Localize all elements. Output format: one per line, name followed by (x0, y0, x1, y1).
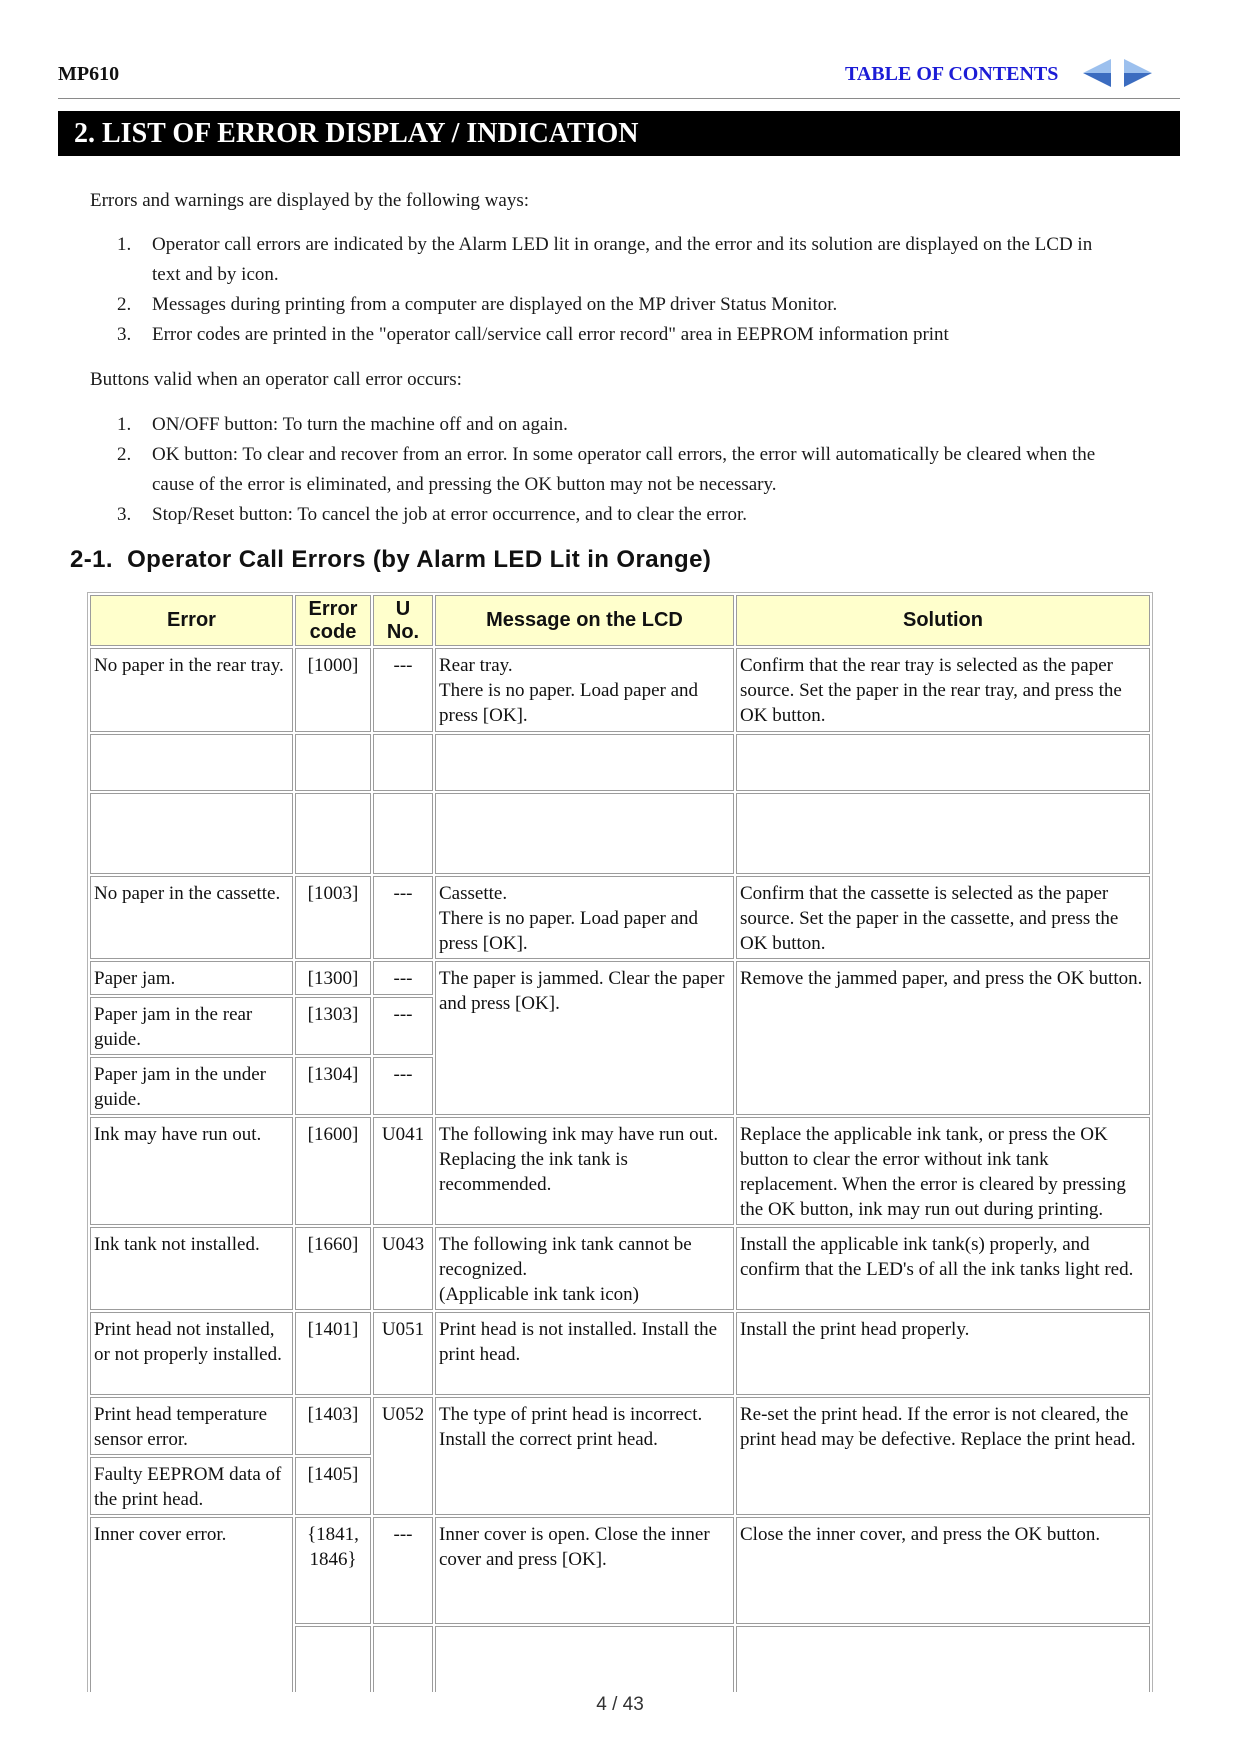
error-table-container (87, 592, 1153, 1692)
solution-cell: Install the applicable ink tank(s) properly, and confirm that the LED's of all the ink tanks light red. (736, 1227, 1150, 1310)
error-code-cell: [1304] (295, 1057, 371, 1115)
error-code-cell: [1300] (295, 961, 371, 995)
header-u-no (373, 595, 433, 646)
solution-cell: Install the print head properly. (736, 1312, 1150, 1395)
u-no-cell: --- (373, 648, 433, 732)
list-number: 3. (117, 504, 132, 525)
list-text: Messages during printing from a computer are displayed on the MP driver Status Monitor. (152, 294, 838, 315)
error-cell: No paper in the cassette. (90, 876, 293, 959)
table-row (90, 1312, 1150, 1395)
table-row (90, 793, 1150, 874)
list-item (117, 290, 1107, 320)
error-cell: Paper jam in the under guide. (90, 1057, 293, 1115)
table-header-row (90, 595, 1150, 646)
error-code-cell: [1401] (295, 1312, 371, 1395)
table-row (90, 734, 1150, 791)
message-cell: The type of print head is incorrect. Install the correct print head. (435, 1397, 734, 1515)
solution-cell: Confirm that the rear tray is selected as the paper source. Set the paper in the rear tray, and press the OK button. (736, 648, 1150, 732)
table-row (90, 876, 1150, 959)
list-item (117, 410, 1107, 440)
list-item (117, 440, 1107, 500)
subsection-title: 2-1. Operator Call Errors (by Alarm LED Lit in Orange) (70, 546, 712, 573)
table-row (90, 1397, 1150, 1455)
u-no-cell: --- (373, 997, 433, 1055)
list-number: 2. (117, 444, 132, 465)
solution-cell: Confirm that the cassette is selected as the paper source. Set the paper in the cassette, and press the OK button. (736, 876, 1150, 959)
list-item (117, 500, 1107, 530)
message-cell (435, 793, 734, 874)
table-of-contents-link[interactable]: TABLE OF CONTENTS (845, 63, 1059, 85)
section-banner (58, 111, 1180, 156)
error-code-cell: [1405] (295, 1457, 371, 1515)
u-no-cell (373, 793, 433, 874)
solution-cell (736, 1626, 1150, 1692)
error-cell: Print head temperature sensor error. (90, 1397, 293, 1455)
list-text: Operator call errors are indicated by the Alarm LED lit in orange, and the error and its solution are displayed on the LCD in text and by icon. (152, 234, 1093, 285)
header-solution: Solution (736, 595, 1150, 646)
error-cell: Ink may have run out. (90, 1117, 293, 1225)
error-code-cell (295, 1626, 371, 1692)
display-ways-list (117, 230, 1107, 350)
list-text: Error codes are printed in the "operator call/service call error record" area in EEPROM information print (152, 324, 949, 345)
u-no-cell (373, 1626, 433, 1692)
error-code-cell: [1660] (295, 1227, 371, 1310)
list-text: OK button: To clear and recover from an error. In some operator call errors, the error will automatically be cleared when the cause of the error is eliminated, and pressing the OK button may not be necessary. (152, 444, 1096, 495)
section-title: 2. LIST OF ERROR DISPLAY / INDICATION (74, 118, 639, 149)
error-cell: Ink tank not installed. (90, 1227, 293, 1310)
document-id: MP610 (58, 63, 120, 85)
solution-cell: Replace the applicable ink tank, or press the OK button to clear the error without ink tank replacement. When the error is cleared by pressing the OK button, ink may run out during printing. (736, 1117, 1150, 1225)
error-cell (90, 793, 293, 874)
error-cell: Print head not installed, or not properly installed. (90, 1312, 293, 1395)
message-cell (435, 1626, 734, 1692)
error-cell: Faulty EEPROM data of the print head. (90, 1457, 293, 1515)
error-code-cell: [1600] (295, 1117, 371, 1225)
error-cell (90, 734, 293, 791)
u-no-cell: U052 (373, 1397, 433, 1515)
table-row (90, 648, 1150, 732)
u-no-cell: --- (373, 1057, 433, 1115)
error-code-cell: [1403] (295, 1397, 371, 1455)
u-no-cell: --- (373, 1517, 433, 1624)
error-cell: Inner cover error. (90, 1517, 293, 1692)
buttons-intro-text: Buttons valid when an operator call error occurs: (90, 369, 462, 390)
u-no-cell: U041 (373, 1117, 433, 1225)
header-u-no-label: U No. (386, 597, 420, 643)
solution-cell (736, 734, 1150, 791)
list-number: 1. (117, 234, 132, 255)
header-message: Message on the LCD (435, 595, 734, 646)
solution-cell: Close the inner cover, and press the OK button. (736, 1517, 1150, 1624)
table-row (90, 1227, 1150, 1310)
list-item (117, 320, 1107, 350)
header-error-code: Error code (295, 595, 371, 646)
error-code-cell (295, 734, 371, 791)
intro-text: Errors and warnings are displayed by the following ways: (90, 190, 530, 211)
u-no-cell: --- (373, 961, 433, 995)
message-cell (435, 734, 734, 791)
error-cell: Paper jam in the rear guide. (90, 997, 293, 1055)
error-cell: No paper in the rear tray. (90, 648, 293, 732)
error-code-cell (295, 793, 371, 874)
solution-cell: Remove the jammed paper, and press the OK button. (736, 961, 1150, 1115)
header-divider (58, 98, 1180, 99)
operator-call-error-table (87, 592, 1153, 1692)
next-arrow-icon[interactable] (1122, 58, 1154, 88)
message-cell: The following ink tank cannot be recognized. (Applicable ink tank icon) (435, 1227, 734, 1310)
message-cell: Inner cover is open. Close the inner cover and press [OK]. (435, 1517, 734, 1624)
message-cell: The paper is jammed. Clear the paper and press [OK]. (435, 961, 734, 1115)
error-cell: Paper jam. (90, 961, 293, 995)
u-no-cell: U043 (373, 1227, 433, 1310)
u-no-cell: U051 (373, 1312, 433, 1395)
valid-buttons-list (117, 410, 1107, 530)
error-code-cell: [1000] (295, 648, 371, 732)
list-number: 3. (117, 324, 132, 345)
message-cell: Cassette. There is no paper. Load paper and press [OK]. (435, 876, 734, 959)
table-row (90, 1517, 1150, 1624)
u-no-cell: --- (373, 876, 433, 959)
table-row (90, 961, 1150, 995)
list-item (117, 230, 1107, 290)
solution-cell (736, 793, 1150, 874)
table-row (90, 1117, 1150, 1225)
list-text: ON/OFF button: To turn the machine off and on again. (152, 414, 568, 435)
message-cell: Rear tray. There is no paper. Load paper and press [OK]. (435, 648, 734, 732)
page-number: 4 / 43 (596, 1694, 644, 1715)
prev-arrow-icon[interactable] (1081, 58, 1113, 88)
error-code-cell: {1841, 1846} (295, 1517, 371, 1624)
message-cell: Print head is not installed. Install the print head. (435, 1312, 734, 1395)
list-number: 2. (117, 294, 132, 315)
solution-cell: Re-set the print head. If the error is not cleared, the print head may be defective. Replace the print head. (736, 1397, 1150, 1515)
error-code-cell: [1303] (295, 997, 371, 1055)
list-text: Stop/Reset button: To cancel the job at error occurrence, and to clear the error. (152, 504, 748, 525)
u-no-cell (373, 734, 433, 791)
error-code-cell: [1003] (295, 876, 371, 959)
header-error: Error (90, 595, 293, 646)
message-cell: The following ink may have run out. Replacing the ink tank is recommended. (435, 1117, 734, 1225)
list-number: 1. (117, 414, 132, 435)
